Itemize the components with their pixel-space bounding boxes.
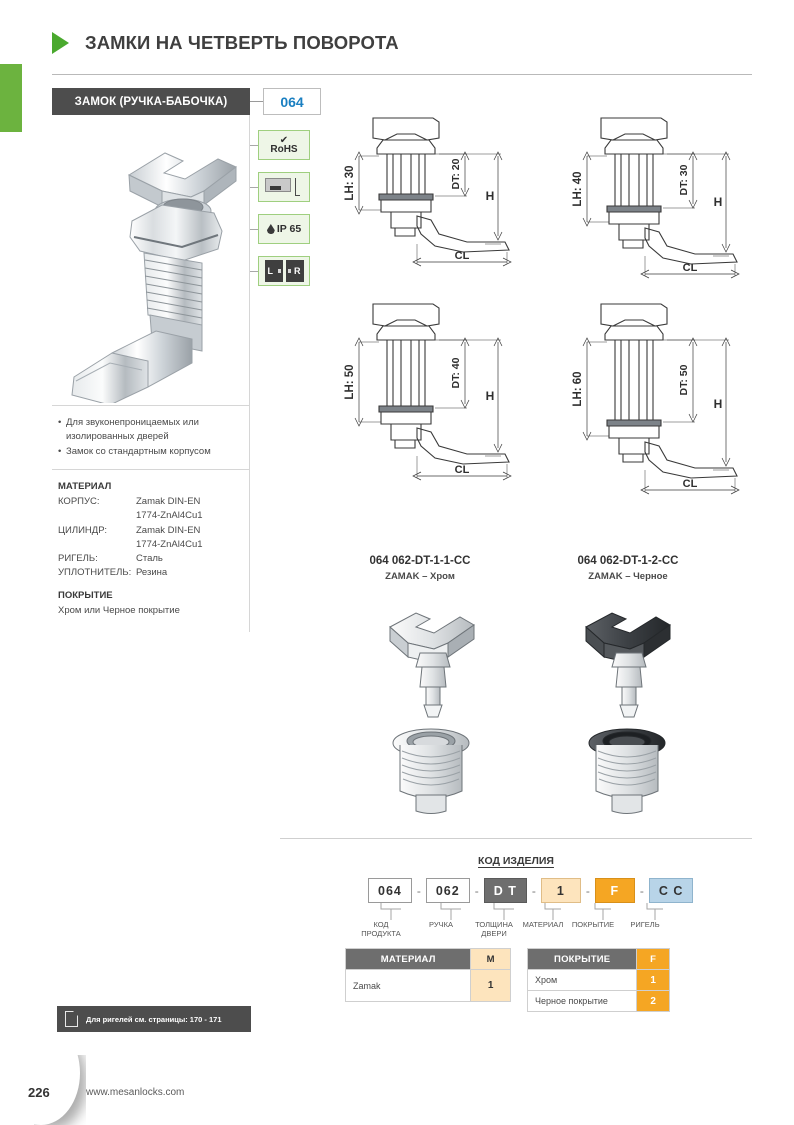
material-row [58, 495, 241, 509]
right-label: R [294, 266, 301, 276]
page-title: ЗАМКИ НА ЧЕТВЕРТЬ ПОВОРОТА [85, 32, 399, 53]
website-url: www.mesanlocks.com [86, 1087, 185, 1098]
material-cont: 1774-ZnAl4Cu1 [136, 538, 203, 550]
dt-label: DT: 50 [678, 364, 690, 396]
chip-handle: 062 [426, 878, 470, 903]
lh-label: LH: 50 [344, 364, 356, 400]
material-value: Zamak DIN-EN [136, 524, 201, 536]
chip-cam: C C [649, 878, 694, 903]
cam-reference-note [57, 1006, 251, 1032]
lh-label: LH: 60 [572, 371, 584, 407]
label-material: МАТЕРИАЛ [522, 920, 564, 929]
name-code-connector [250, 101, 263, 102]
chip-separator: - [416, 883, 421, 898]
panel-mount-badge [258, 172, 310, 202]
material-value: Резина [136, 567, 168, 579]
chip-door-thickness: D T [484, 878, 527, 903]
variant-desc: ZAMAK – Хром [385, 571, 455, 582]
material-cont: 1774-ZnAl4Cu1 [136, 510, 203, 522]
product-name-bar: ЗАМОК (РУЧКА-БАБОЧКА) [52, 88, 250, 115]
product-photo [52, 115, 250, 405]
rohs-badge [258, 130, 310, 160]
material-key: УПЛОТНИТЕЛЬ: [58, 567, 132, 579]
h-label: H [713, 397, 723, 411]
left-column [52, 115, 250, 632]
cl-label: CL [682, 262, 698, 274]
variant-photo-chrome [372, 605, 490, 822]
table-row [528, 991, 670, 1012]
coating-heading: ПОКРЫТИЕ [58, 589, 113, 601]
water-drop-icon [267, 224, 275, 234]
page-header [52, 32, 752, 54]
variant-code: 064 062-DT-1-1-CC [369, 555, 471, 567]
coating-table-header: ПОКРЫТИЕ [528, 949, 637, 970]
drawing-lh50 [335, 296, 547, 496]
feature-bullets [52, 405, 250, 470]
page-number: 226 [28, 1085, 50, 1100]
material-code: 1 [471, 970, 511, 1002]
bullet-item: • Замок со стандартным корпусом [58, 445, 241, 459]
coating-name: Хром [528, 970, 637, 991]
header-divider [52, 74, 752, 75]
coating-text: Хром или Черное покрытие [58, 604, 180, 616]
drawing-svg-1 [335, 110, 547, 290]
variant-photo-black [568, 605, 686, 822]
h-label: H [713, 195, 723, 209]
material-value: Сталь [136, 553, 163, 564]
left-right-badge [258, 256, 310, 286]
table-row [528, 970, 670, 991]
label-product-code: КОД ПРОДУКТА [361, 920, 401, 939]
variant-caption-chrome [330, 555, 510, 582]
dt-label: DT: 40 [450, 357, 462, 389]
dt-label: DT: 20 [450, 158, 462, 190]
label-coating: ПОКРЫТИЕ [571, 920, 615, 929]
rohs-label: RoHS [270, 143, 298, 155]
specifications [52, 470, 250, 632]
left-label: L [267, 266, 273, 276]
material-row [58, 566, 241, 580]
drawing-svg-4 [563, 296, 775, 511]
product-code-badge: 064 [263, 88, 321, 115]
table-row [346, 970, 511, 1002]
check-icon: ✔ [279, 134, 289, 146]
material-row [58, 524, 241, 538]
chip-separator: - [531, 883, 536, 898]
feature-badges [258, 130, 310, 298]
right-door-icon [286, 260, 304, 282]
dt-label: DT: 30 [678, 164, 690, 196]
material-key: РИГЕЛЬ: [58, 553, 98, 564]
material-table-code-header: M [471, 949, 511, 970]
h-label: H [485, 189, 495, 203]
material-name: Zamak [346, 970, 471, 1002]
material-table-header: МАТЕРИАЛ [346, 949, 471, 970]
document-icon [65, 1011, 78, 1027]
label-door-thickness: ТОЛЩИНА ДВЕРИ [475, 920, 513, 939]
coating-table-code-header: F [637, 949, 670, 970]
label-cam: РИГЕЛЬ [630, 920, 660, 929]
drawing-svg-2 [563, 110, 775, 290]
bullet-item: • Для звуконепроницаемых или изолированных дверей [58, 416, 241, 445]
cl-label: CL [454, 250, 470, 262]
green-accent-tab [0, 64, 22, 132]
lh-label: LH: 30 [344, 165, 356, 201]
table-header-row [528, 949, 670, 970]
note-text: Для ригелей см. страницы: 170 - 171 [86, 1014, 222, 1024]
coating-table [527, 948, 670, 1012]
chrome-variant-svg [372, 605, 490, 817]
material-row [58, 552, 241, 566]
lock-photo-svg [52, 115, 249, 403]
ip65-badge [258, 214, 310, 244]
chip-separator: - [639, 883, 644, 898]
material-heading: МАТЕРИАЛ [58, 480, 112, 492]
chip-separator: - [585, 883, 590, 898]
code-diagram-chips [368, 878, 693, 903]
drawing-lh40 [563, 110, 775, 290]
code-section-divider [280, 838, 752, 839]
material-key: КОРПУС: [58, 496, 100, 507]
variant-code: 064 062-DT-1-2-CC [577, 555, 679, 567]
drawing-svg-3 [335, 296, 547, 496]
code-diagram-title: КОД ИЗДЕЛИЯ [478, 855, 554, 867]
lh-label: LH: 40 [572, 171, 584, 207]
label-handle: РУЧКА [429, 920, 453, 929]
material-value: Zamak DIN-EN [136, 496, 201, 507]
panel-mount-icon [265, 178, 303, 196]
cl-label: CL [682, 478, 698, 490]
table-header-row [346, 949, 511, 970]
coating-code: 2 [637, 991, 670, 1012]
variant-caption-black [538, 555, 718, 582]
h-label: H [485, 389, 495, 403]
drawing-lh30 [335, 110, 547, 290]
black-variant-svg [568, 605, 686, 817]
chip-material: 1 [541, 878, 581, 903]
drawing-lh60 [563, 296, 775, 511]
variant-desc: ZAMAK – Черное [588, 571, 668, 582]
left-door-icon [265, 260, 283, 282]
chip-separator: - [474, 883, 479, 898]
coating-code: 1 [637, 970, 670, 991]
chip-product-code: 064 [368, 878, 412, 903]
material-table [345, 948, 511, 1002]
chip-coating: F [595, 878, 635, 903]
material-key: ЦИЛИНДР: [58, 524, 107, 536]
triangle-right-icon [52, 32, 69, 54]
cl-label: CL [454, 464, 470, 476]
ip-rating-label: IP 65 [276, 223, 302, 235]
coating-name: Черное покрытие [528, 991, 637, 1012]
